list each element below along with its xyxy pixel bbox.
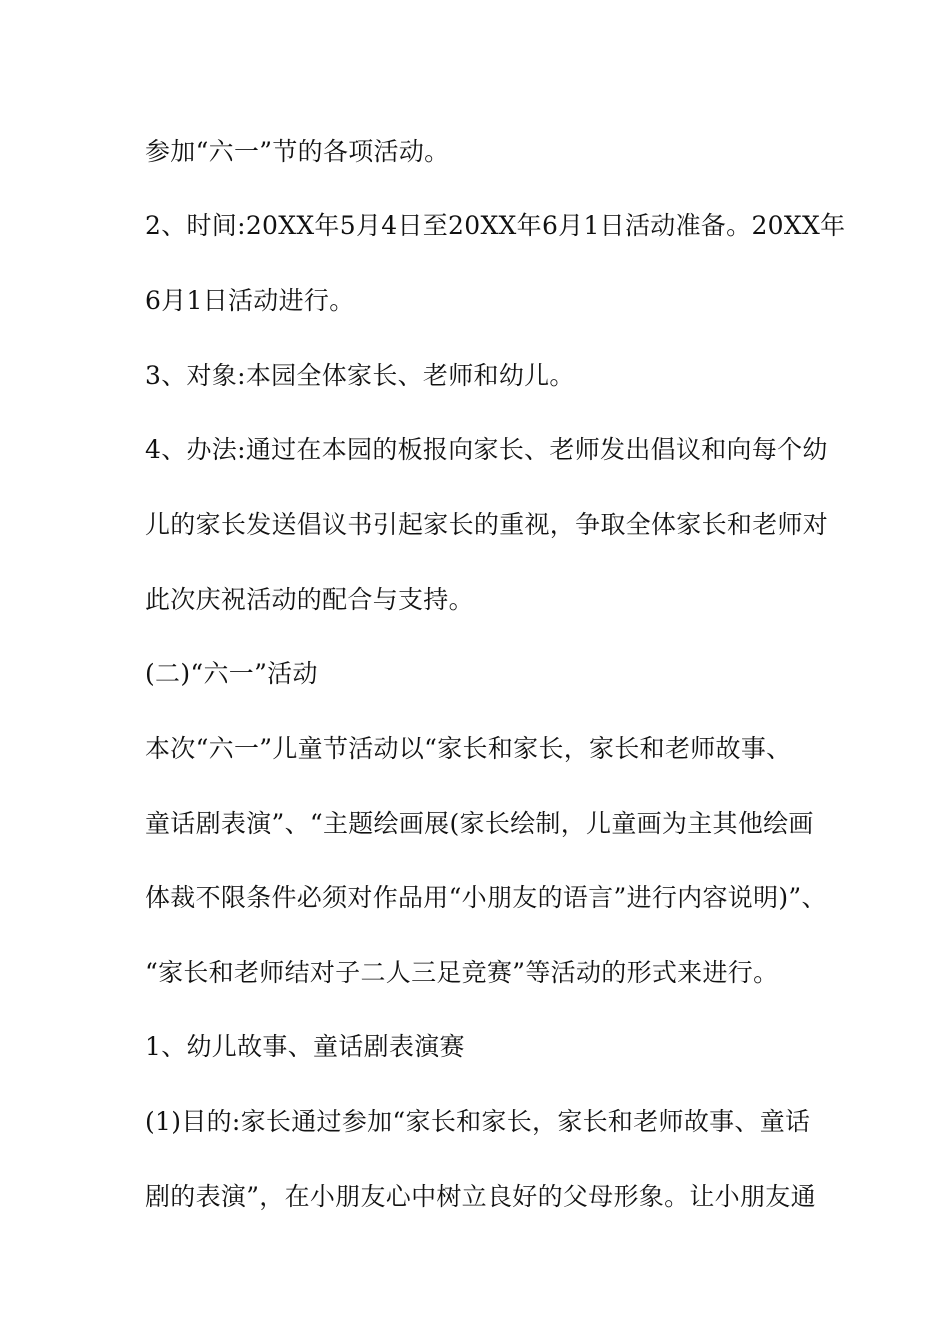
text-line: 童话剧表演”、“主题绘画展(家长绘制，儿童画为主其他绘画 [145,809,814,838]
text-line: 2、时间:20XX年5月4日至20XX年6月1日活动准备。20XX年 [145,211,846,240]
section-heading: (二)“六一”活动 [145,659,318,688]
text-line: 6月1日活动进行。 [145,286,355,315]
text-line: 3、对象:本园全体家长、老师和幼儿。 [145,361,575,390]
text-line: 剧的表演”，在小朋友心中树立良好的父母形象。让小朋友通 [145,1182,816,1211]
text-line: 儿的家长发送倡议书引起家长的重视，争取全体家长和老师对 [145,510,829,539]
text-line: (1)目的:家长通过参加“家长和家长，家长和老师故事、童话 [145,1107,811,1136]
subsection-heading: 1、幼儿故事、童话剧表演赛 [145,1032,465,1061]
text-line: 本次“六一”儿童节活动以“家长和家长，家长和老师故事、 [145,734,792,763]
text-line: 参加“六一”节的各项活动。 [145,137,450,166]
text-line: 4、办法:通过在本园的板报向家长、老师发出倡议和向每个幼 [145,435,828,464]
text-line: 体裁不限条件必须对作品用“小朋友的语言”进行内容说明)”、 [145,883,827,912]
text-line: 此次庆祝活动的配合与支持。 [145,585,474,614]
text-line: “家长和老师结对子二人三足竞赛”等活动的形式来进行。 [145,958,779,987]
